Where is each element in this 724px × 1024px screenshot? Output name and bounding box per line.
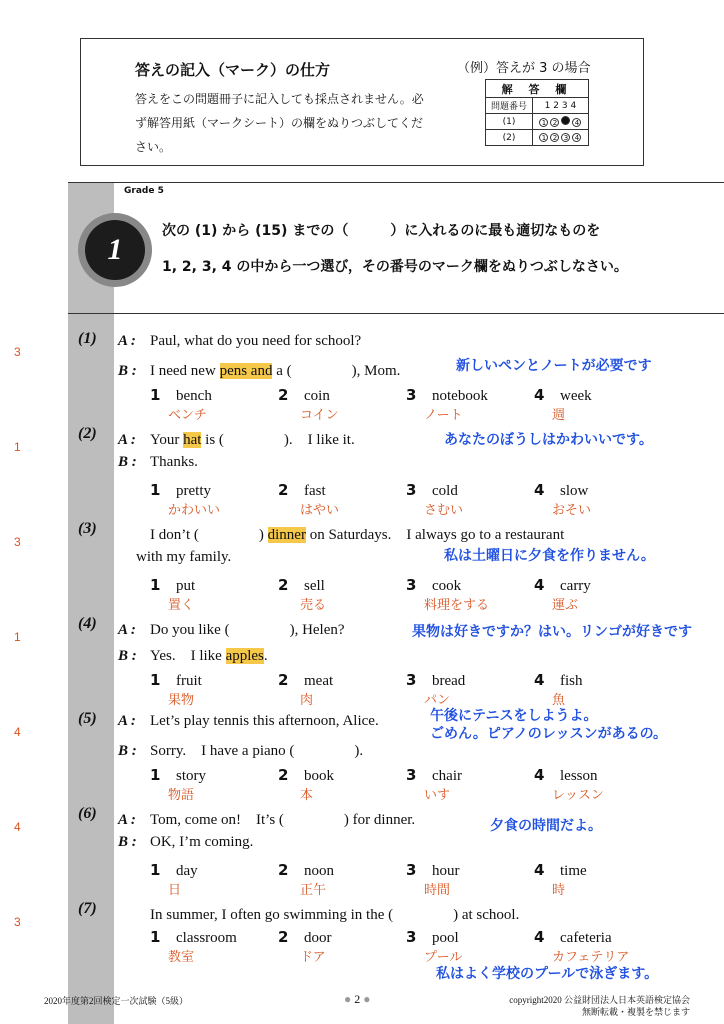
dialogue-line: A : Paul, what do you need for school? <box>118 333 362 349</box>
answer-option <box>534 861 587 880</box>
answer-option <box>278 386 330 405</box>
option-text: fast <box>304 483 326 499</box>
answer-option <box>534 386 592 405</box>
sheet-row-bubbles <box>532 114 588 130</box>
option-gloss: 教室 <box>168 950 195 965</box>
score-mark: 3 <box>14 535 21 549</box>
option-number: 4 <box>534 481 545 499</box>
option-gloss: 時間 <box>424 883 451 898</box>
footer-copyright: copyright2020 公益財団法人日本英語検定協会 無断転載・複製を禁じます <box>509 995 690 1017</box>
option-gloss: カフェテリア <box>552 950 630 965</box>
bubble: 4 <box>572 133 581 142</box>
option-text: put <box>176 578 196 594</box>
grade-label: Grade 5 <box>124 186 164 196</box>
option-number: 1 <box>150 481 161 499</box>
option-text: cafeteria <box>560 930 612 946</box>
option-gloss: レッスン <box>552 788 604 803</box>
speaker-label: A : <box>118 333 136 349</box>
divider <box>68 313 724 314</box>
option-text: classroom <box>176 930 237 946</box>
option-gloss: 果物 <box>168 693 195 708</box>
option-gloss: コイン <box>300 408 339 423</box>
option-number: 2 <box>278 766 289 784</box>
translation-note: 新しいペンとノートが必要です <box>456 358 652 374</box>
option-text: door <box>304 930 332 946</box>
bubble: 2 <box>550 133 559 142</box>
option-text: cook <box>432 578 462 594</box>
option-number: 1 <box>150 861 161 879</box>
answer-option <box>278 861 334 880</box>
sheet-choices-header: 1 2 3 4 <box>532 98 588 114</box>
option-number: 1 <box>150 386 161 404</box>
option-number: 2 <box>278 928 289 946</box>
footer-exam-info: 2020年度第2回検定一次試験（5級） <box>44 996 189 1006</box>
answer-option <box>278 576 325 595</box>
option-text: notebook <box>432 388 488 404</box>
translation-note: あなたのぼうしはかわいいです。 <box>444 432 653 448</box>
speaker-label: B : <box>118 834 137 850</box>
answer-option <box>278 766 334 785</box>
option-gloss: 週 <box>552 408 566 423</box>
option-gloss: いす <box>424 788 451 803</box>
option-text: time <box>560 863 587 879</box>
option-text: noon <box>304 863 334 879</box>
section-instruction-1: 次の (1) から (15) までの（ ）に入れるのに最も適切なものを <box>162 223 601 239</box>
option-gloss: 正午 <box>300 883 327 898</box>
option-text: coin <box>304 388 330 404</box>
bubble: 1 <box>539 118 548 127</box>
bubble: 4 <box>572 118 581 127</box>
option-gloss: かわいい <box>168 503 221 518</box>
option-number: 4 <box>534 928 545 946</box>
question-number: (6) <box>78 805 97 822</box>
instruction-box <box>80 38 644 166</box>
option-text: week <box>560 388 592 404</box>
instruction-title: 答えの記入（マーク）の仕方 <box>135 61 331 79</box>
answer-option <box>534 481 588 500</box>
option-gloss: 時 <box>552 883 566 898</box>
divider <box>68 182 724 183</box>
speaker-label: A : <box>118 812 136 828</box>
sheet-col-header: 問題番号 <box>486 98 533 114</box>
translation-note: 午後にテニスをしようよ。 <box>430 708 598 724</box>
translation-note: 私はよく学校のプールで泳ぎます。 <box>436 966 659 982</box>
question-number: (1) <box>78 330 97 347</box>
answer-option <box>406 386 488 405</box>
speaker-label: B : <box>118 743 137 759</box>
option-gloss: 置く <box>168 598 195 613</box>
option-text: chair <box>432 768 462 784</box>
highlighted-word: hat <box>183 432 202 448</box>
option-number: 1 <box>150 766 161 784</box>
option-gloss: 本 <box>300 788 314 803</box>
option-text: pool <box>432 930 459 946</box>
bubble-filled <box>561 116 570 125</box>
answer-option <box>406 481 458 500</box>
answer-option <box>406 671 465 690</box>
speaker-label: B : <box>118 454 137 470</box>
option-gloss: 売る <box>300 598 327 613</box>
option-number: 1 <box>150 671 161 689</box>
option-text: bread <box>432 673 466 689</box>
translation-note: ごめん。ピアノのレッスンがあるの。 <box>430 726 668 742</box>
option-text: story <box>176 768 206 784</box>
sheet-title: 解 答 欄 <box>486 80 589 98</box>
option-text: sell <box>304 578 325 594</box>
option-number: 2 <box>278 671 289 689</box>
option-number: 3 <box>406 861 417 879</box>
option-text: carry <box>560 578 591 594</box>
answer-option <box>534 766 598 785</box>
translation-note: 果物は好きですか？はい。リンゴが好きです <box>412 624 692 640</box>
answer-option <box>406 576 461 595</box>
option-text: fish <box>560 673 583 689</box>
option-text: bench <box>176 388 212 404</box>
option-number: 2 <box>278 386 289 404</box>
score-mark: 1 <box>14 440 21 454</box>
speaker-label: A : <box>118 713 136 729</box>
answer-option <box>150 386 212 405</box>
translation-note: 私は土曜日に夕食を作りません。 <box>444 548 655 564</box>
score-mark: 3 <box>14 915 21 929</box>
option-text: hour <box>432 863 460 879</box>
score-mark: 3 <box>14 345 21 359</box>
score-mark: 4 <box>14 725 21 739</box>
answer-option <box>534 928 612 947</box>
question-number: (2) <box>78 425 97 442</box>
option-gloss: パン <box>424 693 451 708</box>
option-number: 4 <box>534 386 545 404</box>
dialogue-line: B : Yes. I like apples. <box>118 648 268 664</box>
dialogue-line: A : Let’s play tennis this afternoon, Alice. <box>118 713 379 729</box>
dialogue-line: with my family. <box>136 549 232 565</box>
section-number-badge <box>78 213 152 287</box>
option-gloss: 運ぶ <box>552 598 579 613</box>
option-gloss: おそい <box>552 503 592 518</box>
sheet-row-label: (1) <box>486 114 533 130</box>
question-number: (5) <box>78 710 97 727</box>
bubble: 1 <box>539 133 548 142</box>
answer-option <box>150 576 195 595</box>
score-mark: 1 <box>14 630 21 644</box>
option-text: pretty <box>176 483 211 499</box>
example-label: （例）答えが 3 の場合 <box>457 61 591 76</box>
option-gloss: 料理をする <box>424 598 490 613</box>
answer-option <box>150 766 206 785</box>
dialogue-line: B : Sorry. I have a piano ( ). <box>118 743 364 759</box>
answer-option <box>278 481 326 500</box>
speaker-label: B : <box>118 648 137 664</box>
question-number: (4) <box>78 615 97 632</box>
option-number: 4 <box>534 861 545 879</box>
sheet-row-label: (2) <box>486 130 533 146</box>
question-number: (3) <box>78 520 97 537</box>
option-text: day <box>176 863 198 879</box>
option-text: fruit <box>176 673 202 689</box>
option-number: 1 <box>150 576 161 594</box>
option-number: 2 <box>278 576 289 594</box>
option-gloss: ドア <box>300 950 326 965</box>
option-gloss: 物語 <box>168 788 195 803</box>
option-number: 3 <box>406 671 417 689</box>
option-text: book <box>304 768 334 784</box>
score-mark: 4 <box>14 820 21 834</box>
option-number: 3 <box>406 928 417 946</box>
option-gloss: ノート <box>424 408 463 423</box>
option-gloss: はやい <box>300 503 340 518</box>
speaker-label: A : <box>118 432 136 448</box>
option-text: meat <box>304 673 334 689</box>
option-number: 4 <box>534 671 545 689</box>
option-text: lesson <box>560 768 598 784</box>
option-gloss: プール <box>424 950 463 965</box>
answer-option <box>278 928 332 947</box>
option-number: 1 <box>150 928 161 946</box>
speaker-label: B : <box>118 363 137 379</box>
bubble: 3 <box>561 133 570 142</box>
dialogue-line: B : I need new pens and a ( ), Mom. <box>118 363 401 379</box>
section-instruction-2: 1, 2, 3, 4 の中から一つ選び，その番号のマーク欄をぬりつぶしなさい。 <box>162 259 628 275</box>
side-bar <box>68 183 114 1024</box>
answer-option <box>534 671 583 690</box>
answer-option <box>150 671 202 690</box>
option-number: 2 <box>278 861 289 879</box>
section-number: 1 <box>85 220 145 280</box>
option-number: 4 <box>534 766 545 784</box>
instruction-body: 答えをこの問題冊子に記入しても採点されません。必ず解答用紙（マークシート）の欄をぬりつぶしてください。 <box>135 92 424 154</box>
dialogue-line: A : Tom, come on! It’s ( ) for dinner. <box>118 812 416 828</box>
translation-note: 夕食の時間だよ。 <box>490 818 602 834</box>
option-number: 2 <box>278 481 289 499</box>
answer-option <box>406 766 462 785</box>
page-number: ● 2 ● <box>344 992 371 1006</box>
answer-option <box>150 928 237 947</box>
option-gloss: 肉 <box>300 693 314 708</box>
option-gloss: さむい <box>424 503 464 518</box>
highlighted-word: apples <box>225 648 264 664</box>
answer-option <box>150 481 211 500</box>
bubble: 2 <box>550 118 559 127</box>
option-gloss: 日 <box>168 883 182 898</box>
option-number: 3 <box>406 766 417 784</box>
highlighted-word: pens and <box>219 363 273 379</box>
dialogue-line: In summer, I often go swimming in the ( ) at school. <box>150 907 520 923</box>
answer-option <box>150 861 198 880</box>
sheet-row-bubbles <box>532 130 588 146</box>
question-number: (7) <box>78 900 97 917</box>
speaker-label: A : <box>118 622 136 638</box>
highlighted-word: dinner <box>267 527 306 543</box>
answer-option <box>534 576 591 595</box>
answer-option <box>406 928 459 947</box>
dialogue-line: B : OK, I’m coming. <box>118 834 254 850</box>
option-number: 3 <box>406 386 417 404</box>
option-number: 3 <box>406 576 417 594</box>
answer-option <box>406 861 460 880</box>
dialogue-line: A : Your hat is ( ). I like it. <box>118 432 355 448</box>
option-gloss: 魚 <box>552 693 566 708</box>
answer-option <box>278 671 333 690</box>
answer-sheet-example <box>485 79 589 146</box>
dialogue-line: A : Do you like ( ), Helen? <box>118 622 345 638</box>
option-text: slow <box>560 483 589 499</box>
dialogue-line: B : Thanks. <box>118 454 198 470</box>
option-number: 3 <box>406 481 417 499</box>
option-number: 4 <box>534 576 545 594</box>
option-gloss: ベンチ <box>168 408 208 423</box>
option-text: cold <box>432 483 458 499</box>
dialogue-line: I don’t ( ) dinner on Saturdays. I always go to a restaurant <box>150 527 565 543</box>
